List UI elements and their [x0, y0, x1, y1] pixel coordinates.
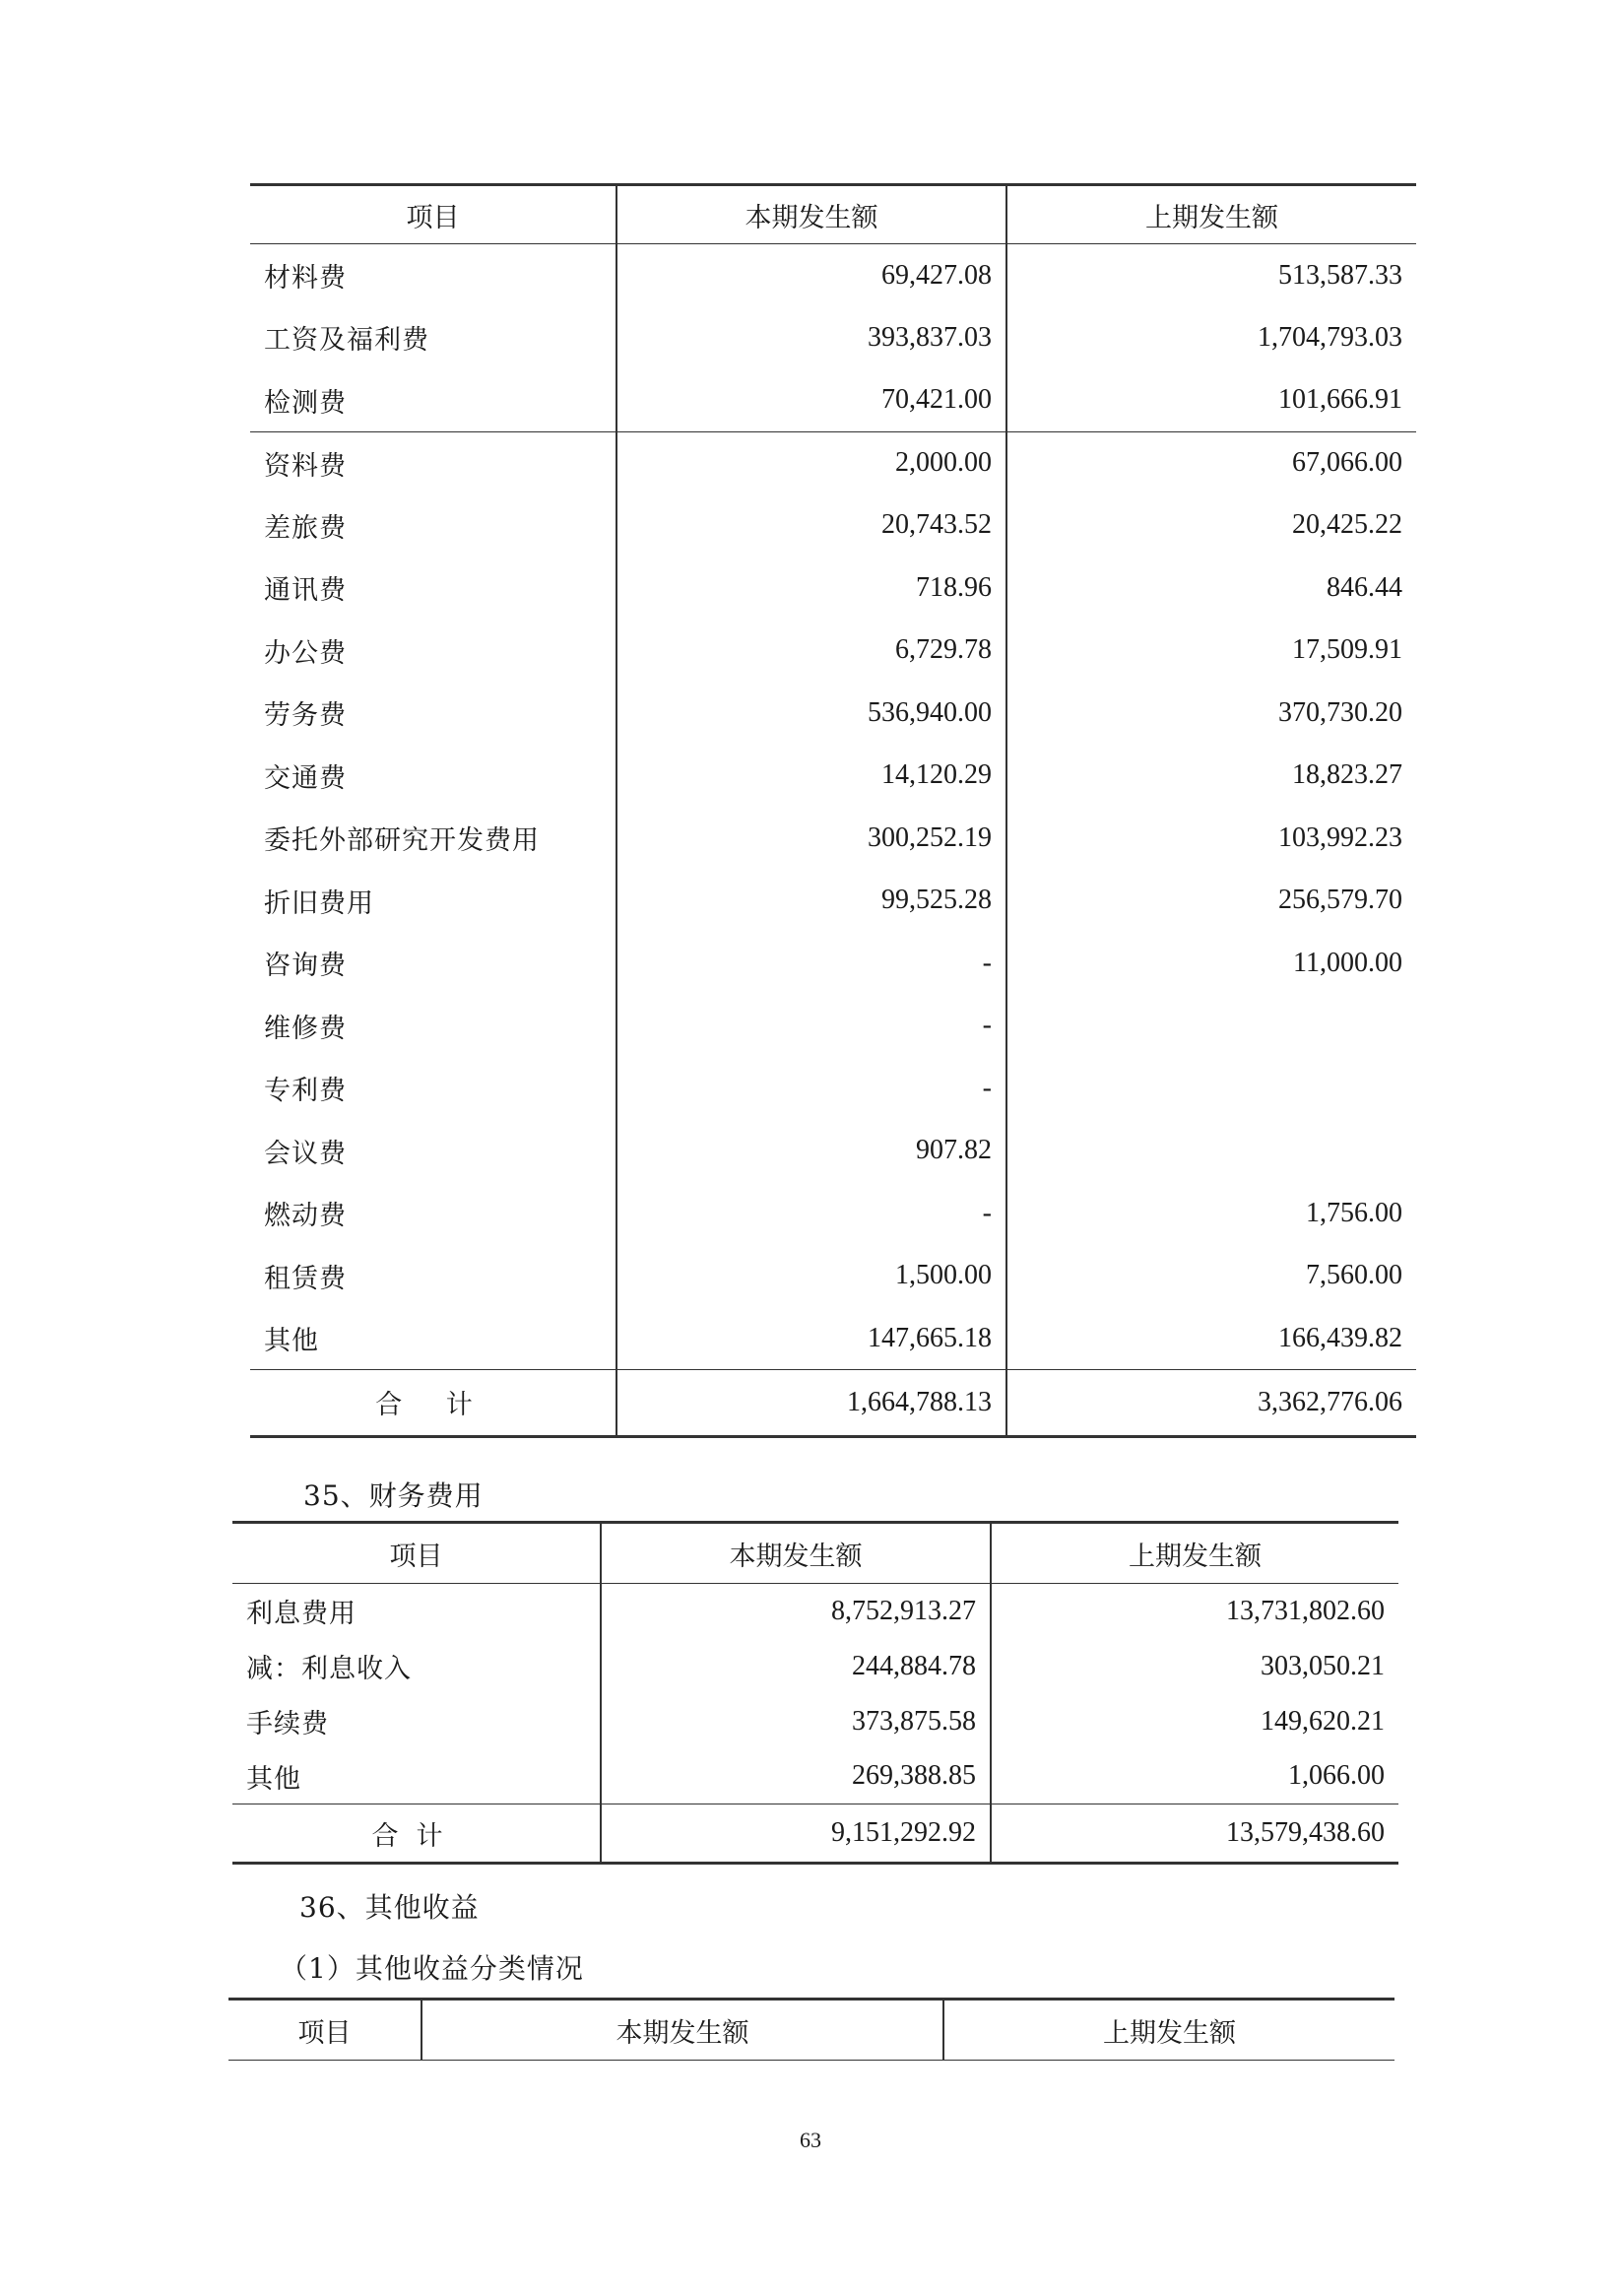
row-item-label: 其他 — [246, 1763, 301, 1795]
table-row — [250, 1120, 1416, 1183]
header-prior-period: 上期发生额 — [991, 1523, 1398, 1584]
header-current-period: 本期发生额 — [421, 2000, 943, 2061]
row-prior-value: 149,620.21 — [991, 1694, 1398, 1749]
row-prior-value: 256,579.70 — [1006, 870, 1416, 933]
table-row — [250, 620, 1416, 683]
header-item: 项目 — [406, 202, 460, 233]
row-prior-value: 20,425.22 — [1006, 494, 1416, 558]
row-prior-value — [1006, 1057, 1416, 1120]
total-current-value: 1,664,788.13 — [616, 1370, 1006, 1437]
row-current-value: 1,500.00 — [616, 1245, 1006, 1308]
section-36-subtitle: （1）其他收益分类情况 — [280, 1952, 584, 1985]
row-prior-value: 370,730.20 — [1006, 682, 1416, 745]
row-prior-value: 846.44 — [1006, 557, 1416, 620]
row-item-label: 劳务费 — [264, 700, 347, 732]
header-current-period: 本期发生额 — [601, 1523, 991, 1584]
total-label: 合 计 — [375, 1390, 490, 1421]
row-current-value: 99,525.28 — [616, 870, 1006, 933]
table-row — [250, 244, 1416, 307]
table-row — [250, 494, 1416, 558]
table-row — [250, 306, 1416, 369]
header-item: 项目 — [389, 1541, 443, 1572]
row-item-label: 减：利息收入 — [246, 1654, 412, 1684]
table-row — [250, 1245, 1416, 1308]
row-current-value: 373,875.58 — [601, 1694, 991, 1749]
table-row — [232, 1749, 1398, 1804]
table-row — [250, 1057, 1416, 1120]
row-item-label: 材料费 — [264, 263, 347, 294]
row-item-label: 工资及福利费 — [264, 325, 429, 357]
row-item-label: 利息费用 — [246, 1599, 357, 1630]
row-item-label: 维修费 — [264, 1013, 347, 1044]
row-prior-value: 1,756.00 — [1006, 1182, 1416, 1245]
row-item-label: 办公费 — [264, 637, 347, 669]
row-prior-value — [1006, 1120, 1416, 1183]
financial-expense-table — [232, 1521, 1398, 1865]
row-current-value: - — [616, 1057, 1006, 1120]
row-prior-value: 166,439.82 — [1006, 1307, 1416, 1370]
row-item-label: 通讯费 — [264, 575, 347, 607]
table-row — [232, 1694, 1398, 1749]
total-prior-value: 13,579,438.60 — [991, 1804, 1398, 1864]
section-35-title: 35、财务费用 — [303, 1479, 484, 1512]
rd-expense-table — [250, 183, 1416, 1438]
table-header-row — [232, 1523, 1398, 1584]
table-row — [250, 870, 1416, 933]
row-item-label: 其他 — [264, 1326, 319, 1356]
row-item-label: 交通费 — [264, 762, 347, 794]
header-item: 项目 — [297, 2017, 352, 2049]
table-header-row — [250, 185, 1416, 244]
page-number: 63 — [800, 2128, 821, 2152]
other-income-table — [228, 1998, 1394, 2061]
table-row — [250, 745, 1416, 808]
row-prior-value: 11,000.00 — [1006, 932, 1416, 995]
row-prior-value: 1,704,793.03 — [1006, 306, 1416, 369]
row-item-label: 专利费 — [264, 1076, 347, 1107]
row-item-label: 检测费 — [264, 387, 347, 419]
total-current-value: 9,151,292.92 — [601, 1804, 991, 1864]
row-current-value: 20,743.52 — [616, 494, 1006, 558]
row-current-value: - — [616, 932, 1006, 995]
row-current-value: 70,421.00 — [616, 369, 1006, 432]
table-total-row — [250, 1370, 1416, 1437]
row-current-value: 718.96 — [616, 557, 1006, 620]
row-item-label: 委托外部研究开发费用 — [264, 825, 540, 857]
row-current-value: 69,427.08 — [616, 244, 1006, 307]
row-item-label: 折旧费用 — [264, 887, 374, 919]
table-header-row — [228, 2000, 1394, 2061]
row-current-value: 393,837.03 — [616, 306, 1006, 369]
row-item-label: 会议费 — [264, 1138, 347, 1169]
row-prior-value: 513,587.33 — [1006, 244, 1416, 307]
row-current-value: 8,752,913.27 — [601, 1584, 991, 1639]
row-current-value: 536,940.00 — [616, 682, 1006, 745]
row-prior-value: 18,823.27 — [1006, 745, 1416, 808]
row-prior-value: 103,992.23 — [1006, 807, 1416, 870]
row-current-value: 244,884.78 — [601, 1639, 991, 1694]
row-item-label: 手续费 — [246, 1709, 329, 1739]
row-current-value: 147,665.18 — [616, 1307, 1006, 1370]
table-row — [250, 431, 1416, 494]
table-row — [250, 932, 1416, 995]
header-prior-period: 上期发生额 — [943, 2000, 1394, 2061]
row-prior-value: 101,666.91 — [1006, 369, 1416, 432]
header-current-period: 本期发生额 — [616, 185, 1006, 244]
row-prior-value: 13,731,802.60 — [991, 1584, 1398, 1639]
row-current-value: 907.82 — [616, 1120, 1006, 1183]
table-row — [250, 807, 1416, 870]
row-item-label: 咨询费 — [264, 951, 347, 982]
table-row — [250, 369, 1416, 432]
row-current-value: 300,252.19 — [616, 807, 1006, 870]
row-prior-value: 17,509.91 — [1006, 620, 1416, 683]
row-current-value: 2,000.00 — [616, 431, 1006, 494]
row-current-value: 269,388.85 — [601, 1749, 991, 1804]
section-36-title: 36、其他收益 — [299, 1891, 480, 1924]
header-prior-period: 上期发生额 — [1006, 185, 1416, 244]
row-prior-value: 67,066.00 — [1006, 431, 1416, 494]
table-row — [250, 682, 1416, 745]
row-current-value: 6,729.78 — [616, 620, 1006, 683]
table-row — [232, 1584, 1398, 1639]
row-current-value: - — [616, 1182, 1006, 1245]
row-item-label: 租赁费 — [264, 1263, 347, 1294]
row-item-label: 燃动费 — [264, 1201, 347, 1232]
table-row — [250, 557, 1416, 620]
row-prior-value: 1,066.00 — [991, 1749, 1398, 1804]
row-current-value: - — [616, 995, 1006, 1058]
table-total-row — [232, 1804, 1398, 1864]
row-item-label: 资料费 — [264, 450, 347, 482]
row-prior-value: 303,050.21 — [991, 1639, 1398, 1694]
table-row — [250, 1307, 1416, 1370]
row-prior-value — [1006, 995, 1416, 1058]
table-row — [250, 1182, 1416, 1245]
row-prior-value: 7,560.00 — [1006, 1245, 1416, 1308]
row-current-value: 14,120.29 — [616, 745, 1006, 808]
row-item-label: 差旅费 — [264, 512, 347, 544]
table-row — [232, 1639, 1398, 1694]
total-prior-value: 3,362,776.06 — [1006, 1370, 1416, 1437]
table-row — [250, 995, 1416, 1058]
total-label: 合计 — [371, 1820, 461, 1852]
